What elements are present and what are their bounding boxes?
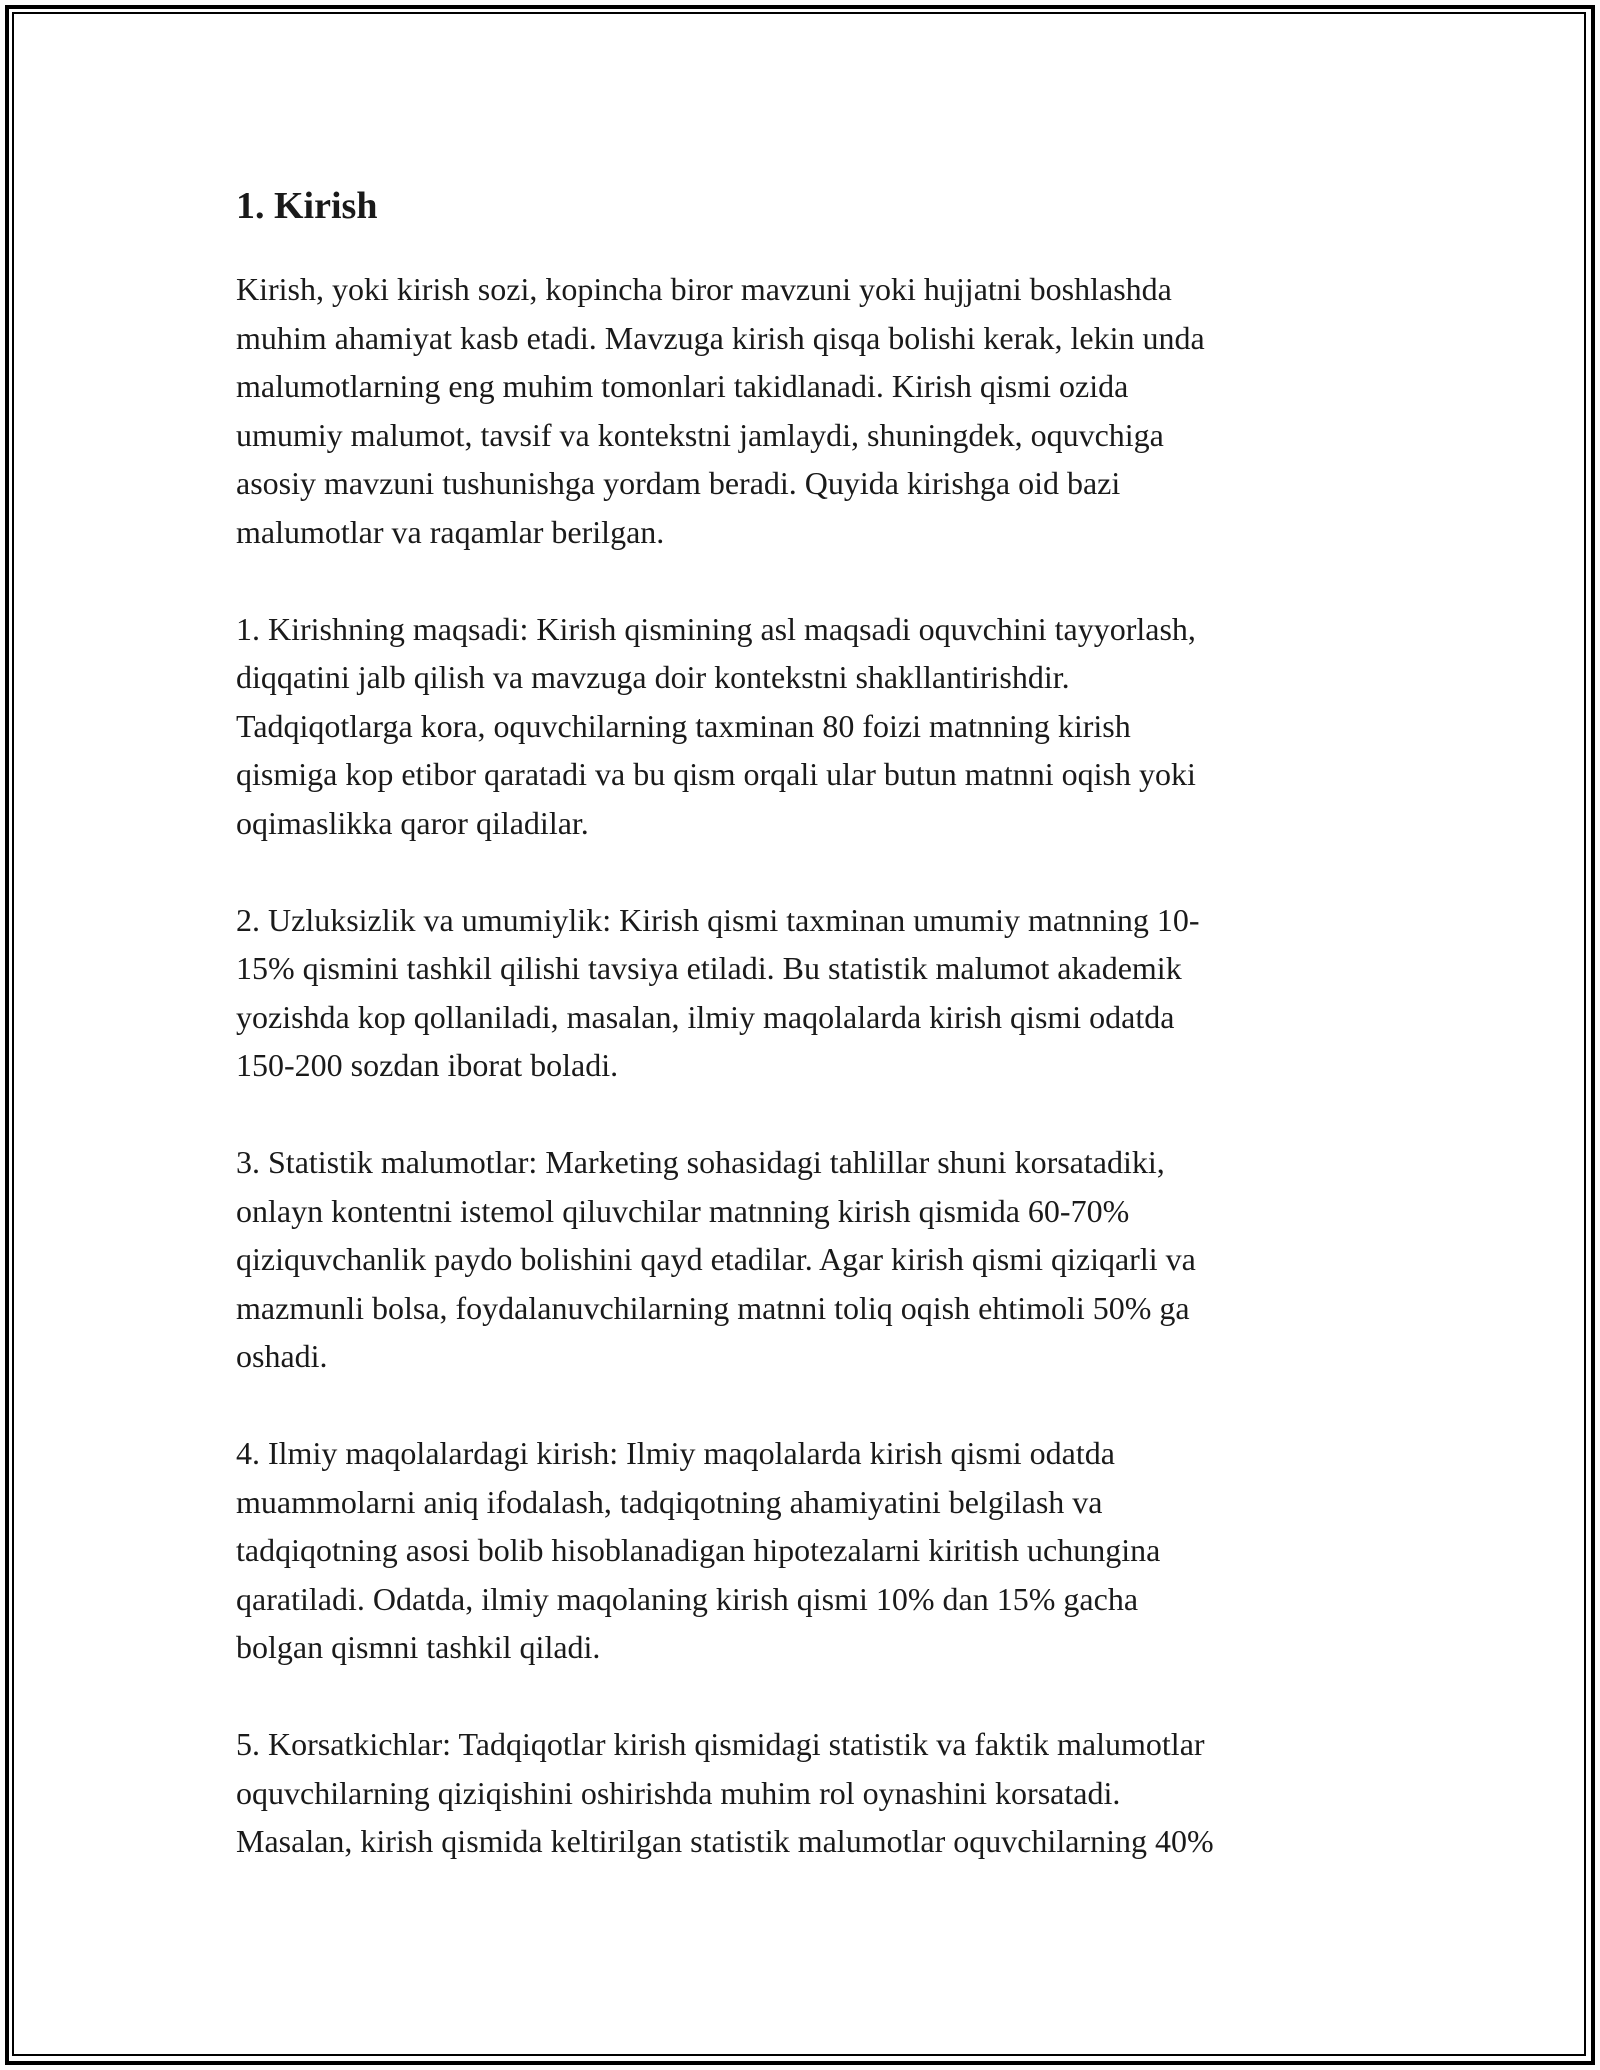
intro-paragraph: Kirish, yoki kirish sozi, kopincha biror mavzuni yoki hujjatni boshlashda muhim ahamiyat kasb etadi. Mavzuga kirish qisqa bolishi kerak, lekin unda malumotlarning eng muhim tomonlari takidlanadi. Kirish qismi ozida umumiy malumot, tavsif va kontekstni jamlaydi, shuningdek, oquvchiga asosiy mavzuni tushunishga yordam beradi. Quyida kirishga oid bazi malumotlar va raqamlar berilgan. (236, 271, 1205, 550)
list-item-purpose: 1. Kirishning maqsadi: Kirish qismining asl maqsadi oquvchini tayyorlash, diqqatini jalb qilish va mavzuga doir kontekstni shakllantirishdir. Tadqiqotlarga kora, oquvchilarning taxminan 80 foizi matnning kirish qismiga kop etibor qaratadi va bu qism orqali ular butun matnni oqish yoki oqimaslikka qaror qiladilar. (236, 610, 1196, 841)
list-item-statistics: 3. Statistik malumotlar: Marketing sohasidagi tahlillar shuni korsatadiki, onlayn kontentni istemol qiluvchilar matnning kirish qismida 60-70% qiziquvchanlik paydo bolishini qayd etadilar. Agar kirish qismi qiziqarli va mazmunli bolsa, foydalanuvchilarning matnni toliq oqish ehtimoli 50% ga oshadi. (236, 1144, 1196, 1375)
section-heading: 1. Kirish (236, 185, 378, 227)
list-item-scientific-articles: 4. Ilmiy maqolalardagi kirish: Ilmiy maqolalarda kirish qismi odatda muammolarni aniq ifodalash, tadqiqotning ahamiyatini belgilash va tadqiqotning asosi bolib hisoblanadigan hipotezalarni kiritish uchungina qaratiladi. Odatda, ilmiy maqolaning kirish qismi 10% dan 15% gacha bolgan qismni tashkil qiladi. (236, 1435, 1161, 1666)
document-body (236, 182, 1366, 1914)
list-item-continuity: 2. Uzluksizlik va umumiylik: Kirish qismi taxminan umumiy matnning 10- 15% qismini tashkil qilishi tavsiya etiladi. Bu statistik malumot akademik yozishda kop qollaniladi, masalan, ilmiy maqolalarda kirish qismi odatda 150-200 sozdan iborat boladi. (236, 901, 1200, 1084)
list-item-indicators: 5. Korsatkichlar: Tadqiqotlar kirish qismidagi statistik va faktik malumotlar oquvchilarning qiziqishini oshirishda muhim rol oynashini korsatadi. Masalan, kirish qismida keltirilgan statistik malumotlar oquvchilarning 40% (236, 1726, 1214, 1860)
